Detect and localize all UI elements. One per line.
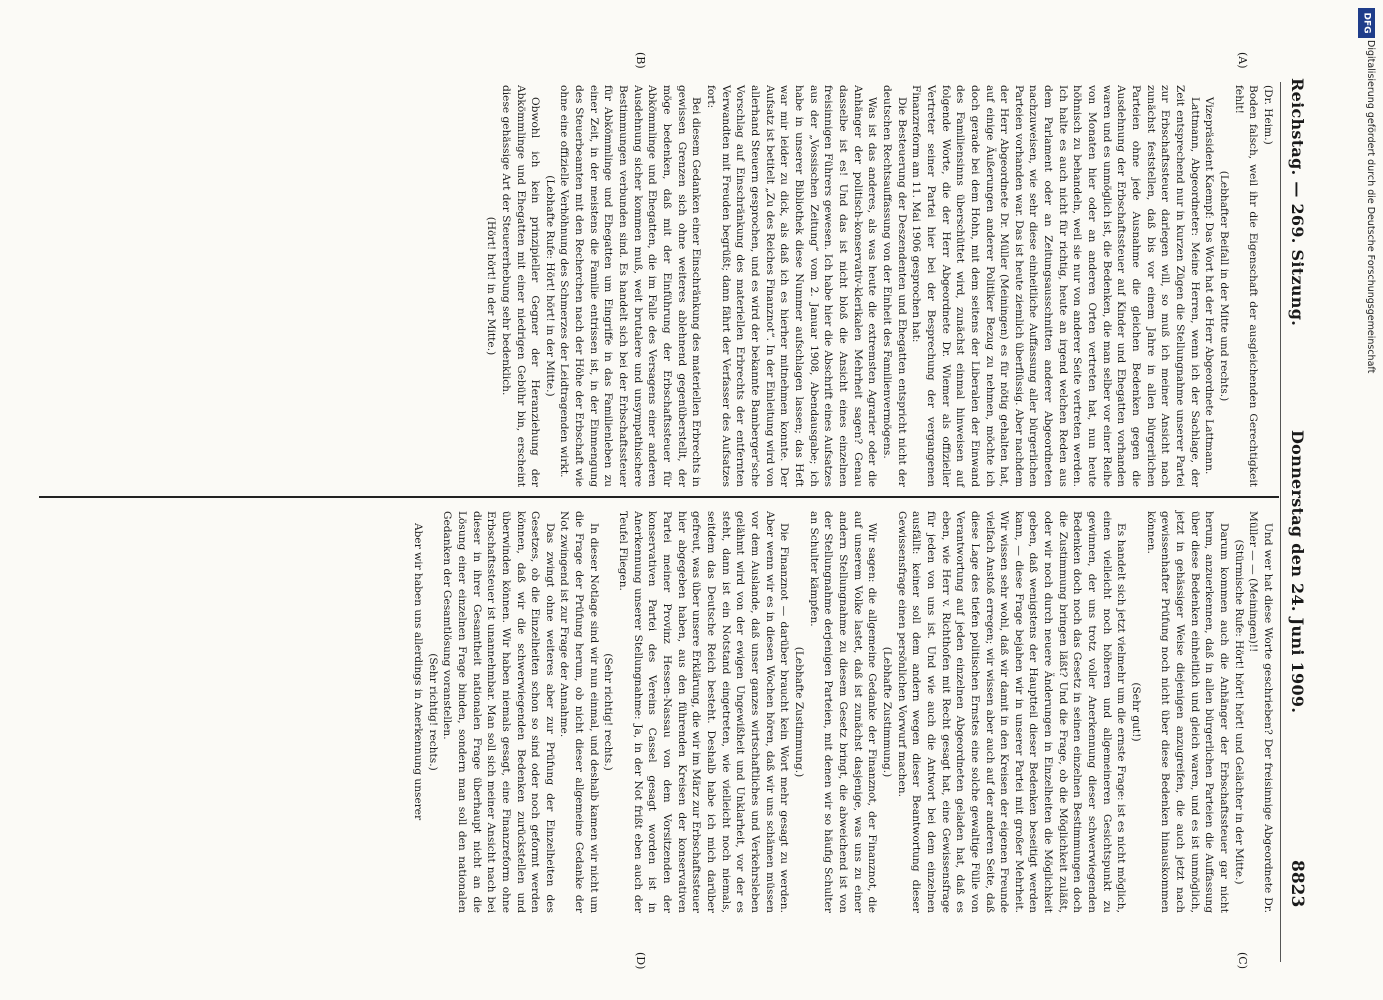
header-left: Reichstag. — 269. Sitzung.: [1288, 78, 1307, 327]
paragraph: Aber wir haben uns allerdings in Anerkennung unserer: [411, 523, 424, 821]
quotation: Obwohl ich kein prinzipieller Gegner der Heranziehung der Abkömmlinge und Ehegatten mit einer niedrigen Gebühr bin, erscheint diese gehässige Art der Steuererhebung sehr bedenklich.: [499, 85, 542, 487]
margin-letter-b: (B): [634, 52, 647, 69]
paragraph: Was ist das anderes, als was heute die extremsten Agrarier oder die Anhänger der politisch-konservativ-klerikalen Mehrheit sagen? Genau dasselbe ist es! Und das ist nicht bloß die Ansicht eines einzelnen freisinnigen Führers gewesen. Ich habe hier die Abschrift eines Aufsatzes aus der „Vossischen Zeitung“ vom 2. Januar 1908, Abendausgabe; ich habe in unserer Bibliothek diese Nummer aufschlagen lassen; das Heft war mir leider zu dick, als daß ich es hierher mitnehmen konnte. Der Aufsatz ist betitelt „Zu des Reiches Finanznot“. In der Einleitung wird von allerhand Steuern gesprochen, und es wird der bekannte Bamberger'sche Vorschlag auf Einschränkung des materiellen Erbrechts der entfernten Verwandten mit Freuden begrüßt; dann fährt der Verfasser des Aufsatzes fort:: [705, 85, 879, 487]
interjection: (Lebhafte Zustimmung.): [793, 646, 805, 778]
paragraph: Darum kommen auch die Anhänger der Erbschaftssteuer gar nicht herum, anzuerkennen, daß in allen bürgerlichen Parteien die Auffassung über diese Bedenken einheitlich und gleich waren, und es ist unmöglich, jetzt in gehässiger Weise diejenigen anzugreifen, die auch jetzt nach gewissenhafter Prüfung noch nicht über diese Bedenken hinauskommen können.: [1144, 511, 1231, 913]
interjection: (Hört! hört! in der Mitte.): [485, 216, 498, 356]
column-rule: [39, 496, 1279, 498]
interjection: (Lebhafte Zustimmung.): [880, 646, 893, 778]
interjection: (Lebhafter Beifall in der Mitte und rechts.): [1218, 170, 1231, 402]
paragraph: Vizepräsident Kaempf: Das Wort hat der Herr Abgeordnete Lattmann.: [1203, 97, 1216, 475]
interjection: (Sehr gut!): [1130, 682, 1143, 742]
paragraph: Boden falsch, weil ihr die Eigenschaft der ausgleichenden Gerechtigkeit fehlt!: [1232, 85, 1260, 487]
margin-letter-a: (A): [1236, 52, 1249, 69]
paragraph: Es handelt sich jetzt vielmehr um die ernste Frage: ist es nicht möglich, einen vielleicht noch höheren und allgemeineren Gesichtspunkt zu gewinnen, der uns trotz voller Anerkennung dieser schwerwiegenden Bedenken doch noch das Gesetz in seinen einzelnen Bestimmungen doch die Zustimmung bringen läßt? Und die Frage, ob die Möglichkeit zuläßt, oder wir noch durch neuere Änderungen in Einzelheiten die Möglichkeit geben, daß wenigstens der Hauptteil dieser Bedenken beseitigt werden kann, — diese Frage bejahen wir in unserer Partei mit großer Mehrheit. Wir wissen sehr wohl, daß wir damit in den Kreisen der eigenen Freunde vielfach Anstoß erregen; wir wissen aber auch auf der anderen Seite, daß diese Lage des tiefen politischen Ernstes eine solche gewaltige Fülle von Verantwortung auf jeden einzelnen Abgeordneten geladen hat, daß es eben, wie Herr v. Richthofen mit Recht gesagt hat, eine Gewissensfrage für jeden von uns ist. Und wie auch die Antwort bei dem einzelnen ausfällt: keiner soll dem andern wegen dieser Beantwortung dieser Gewissensfrage einen persönlichen Vorwurf machen.: [895, 511, 1128, 913]
paragraph: Die Finanznot — darüber braucht kein Wort mehr gesagt zu werden. Aber wenn wir es in diesen Wochen hören, daß wir uns schämen müssen vor dem Auslande, daß unser ganzes wirtschaftliches und Verkehrsleben gelähmt wird von der ewigen Ungewißheit und Unklarheit, vor der es steht, dann ist ein Notstand eingetreten, wie vielleicht noch niemals, seitdem das Deutsche Reich besteht. Deshalb habe ich mich darüber gefreut, was über unsere Erklärung, die wir im März zur Erbschaftssteuer hier abgegeben haben, aus den führenden Kreisen der konservativen Partei meiner Provinz Hessen-Nassau von dem Vorsitzenden der konservativen Partei des Vereins Cassel gesagt worden ist in Anerkennung unserer Stellungnahme: Ja, in der Not frißt eben auch der Teufel Fliegen.: [617, 511, 791, 913]
header-center: Donnerstag den 24. Juni 1909.: [1288, 430, 1307, 714]
paragraph: Das zwingt ohne weiteres aber zur Prüfung der Einzelheiten des Gesetzes, ob die Einzelheiten schon so sind oder noch geformt werden können, daß wir die schwerwiegenden Bedenken zurückstellen und überwinden können. Wir haben niemals gesagt, eine Finanzreform ohne Erbschaftssteuer ist unannehmbar. Man soll sich meiner Ansicht nach bei dieser in ihrer Gesamtheit nationalen Frage überhaupt nicht an die Lösung einer einzelnen Frage binden, sondern man soll den nationalen Gedanken der Gesamtlösung voranstellen.: [441, 511, 556, 913]
paragraph: Wir sagen: die allgemeine Gedanke der Finanznot, der Finanznot, die auf unserem Volke lastet, daß ist zunächst dasjenige, was uns zu einer andern Stellungnahme zu diesem Gesetz bringt, die abweichend ist von der Stellungnahme derjenigen Parteien, mit denen wir so häufig Schulter an Schulter kämpfen.: [807, 511, 879, 913]
rotated-page: [5, 0, 1335, 1000]
interjection: (Sehr richtig! rechts.): [426, 653, 439, 771]
paragraph: In dieser Notlage sind wir nun einmal, und deshalb kamen wir nicht um die Frage der Prüfung herum, ob nicht dieser allgemeine Gedanke der Not zwingend ist zur Frage der Annahme.: [558, 511, 600, 913]
margin-letter-c: (C): [1236, 952, 1249, 969]
left-column: [484, 85, 1275, 487]
quotation: Die Besteuerung der Deszendenten und Ehegatten entspricht nicht der deutschen Rechtsauffassung von der Einheit des Familienvermögens.: [880, 85, 908, 487]
header-rule: [1280, 82, 1281, 962]
dfg-logo: DFG: [1358, 8, 1375, 38]
margin-letter-d: (D): [634, 952, 647, 970]
page-number: 8823: [1287, 860, 1307, 908]
speaker-ref: (Dr. Heim.): [1262, 85, 1274, 145]
quotation: Bei diesem Gedanken einer Einschränkung des materiellen Erbrechts in gewissen Grenzen sich ohne weiteres ablehnend gegenüberstellt, der möge bedenken, daß mit der Einführung der Erbschaftssteuer für Abkömmlinge und Ehegatten, die im Falle des Versagens einer anderen Ausdehnung sicher kommen muß, weit brutalere und unsympathischere Bestimmungen verbunden sind. Es handelt sich bei der Erbschaftssteuer für Abkömmlinge und Ehegatten um Eingriffe in das Familienleben zu einer Zeit, in der meistens die Familie entrissen ist, in der Einmengung des Steuerbeamten mit den Recherchen nach der Höhe der Erbschaft wie ohne eine offizielle Verhöhnung des Schmerzes der Leidtragenden wirkt.: [558, 85, 703, 487]
interjection: (Stürmische Rufe: Hört! hört! hört! und Gelächter in der Mitte.): [1232, 539, 1245, 885]
right-column: [410, 511, 1275, 913]
digitization-note: Digitalisierung gefördert durch die Deutsche Forschungsgemeinschaft: [1365, 40, 1376, 374]
paragraph: Und wer hat diese Worte geschrieben? Der freisinnige Abgeordnete Dr. Müller — — (Meiningen)!!: [1247, 511, 1274, 913]
interjection: (Lebhafte Rufe: Hört! hört! in der Mitte.): [543, 175, 556, 397]
interjection: (Sehr richtig! rechts.): [602, 653, 615, 771]
paragraph: Lattmann, Abgeordneter: Meine Herren, wenn ich der Sachlage, der Zeit entsprechend nur in kurzen Zügen die Stellungnahme unserer Partei zur Erbschaftssteuer darlegen will, so muß ich meiner Ansicht nach zunächst feststellen, daß bis vor einem Jahre in allen bürgerlichen Parteien ohne jede Ausnahme die gleichen Bedenken gegen die Ausdehnung der Erbschaftssteuer auf Kinder und Ehegatten vorhanden waren und es unmöglich ist, die Bedenken, die man selber vor einer Reihe von Monaten hier oder an anderen Orten vertreten hat, nun heute höhnisch zu behandeln, weil sie nur von anderer Seite vertreten werden. Ich halte es auch nicht für richtig, heute an irgend welchen Reden aus dem Parlament oder an Zeitungsausschnitten anderer Abgeordneten nachzuweisen, wie sehr diese einheitliche Auffassung aller bürgerlichen Parteien vorhanden war. Das ist heute ziemlich überflüssig. Aber nachdem der Herr Abgeordnete Dr. Müller (Meiningen) es für nötig gehalten hat, auf einige Äußerungen anderer Politiker Bezug zu nehmen, möchte ich doch gerade bei dem Hohn, mit dem seitens der Liberalen der Einwand des Familiensinns überschüttet wird, zunächst einmal hinweisen auf folgende Worte, die der Herr Abgeordnete Dr. Wiemer als offizieller Vertreter seiner Partei hier bei der Besprechung der vergangenen Finanzreform am 11. Mai 1906 gesprochen hat:: [910, 85, 1201, 487]
